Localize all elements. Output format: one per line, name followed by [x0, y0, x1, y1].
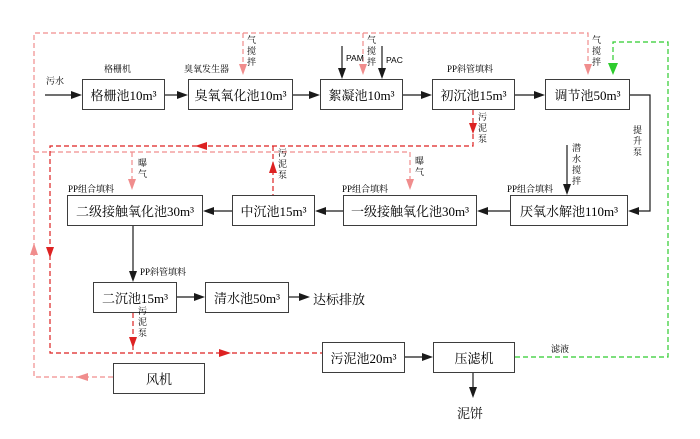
node-sludge-tank [322, 342, 405, 373]
node-filter-press-label: 压滤机 [454, 351, 494, 366]
label-sludge-cake: 泥饼 [457, 406, 484, 421]
label-influent: 污水 [46, 76, 65, 86]
node-secondary-sedimentation-label: 二沉池15m³ [101, 291, 168, 306]
node-anaerobic-hydrolysis-tank [510, 195, 628, 226]
label-pp-composite-anaerobic: PP组合填料 [507, 184, 554, 194]
sludge-lines [50, 110, 473, 353]
node-secondary-contact-label: 二级接触氧化池30m³ [75, 204, 194, 219]
label-sludge-pump-middlesed: 污泥泵 [277, 148, 287, 181]
label-discharge: 达标排放 [313, 292, 366, 307]
label-aeration-primary: 曝气 [414, 156, 424, 178]
node-grille-tank-label: 格栅池10m³ [90, 88, 157, 103]
label-filtrate: 滤液 [551, 344, 570, 354]
label-air-mixing-floc: 气搅拌 [366, 35, 376, 68]
label-sludge-pump-primarysed: 污泥泵 [477, 112, 487, 145]
node-filter-press [433, 342, 515, 373]
node-grille-tank [82, 79, 165, 110]
label-pam: PAM [346, 53, 364, 63]
node-fan [113, 363, 205, 394]
label-pac: PAC [386, 55, 403, 65]
label-air-mixing-regulating: 气搅拌 [591, 35, 601, 68]
node-fan-label: 风机 [145, 372, 172, 387]
label-air-mixing-ozone: 气搅拌 [246, 35, 256, 68]
filtrate-arrowheads [608, 63, 618, 75]
node-primary-contact-label: 一级接触氧化池30m³ [350, 204, 469, 219]
node-middle-sedimentation-tank [232, 195, 315, 226]
label-pp-composite-secondary: PP组合填料 [68, 184, 115, 194]
node-primary-contact-oxidation-tank [343, 195, 477, 226]
node-clean-water-tank [205, 282, 289, 313]
node-sludge-tank-label: 污泥池20m³ [330, 351, 397, 366]
label-sludge-pump-secondarysed: 污泥泵 [137, 306, 147, 339]
node-ozone-tank-label: 臭氧氧化池10m³ [194, 88, 287, 103]
label-aeration-secondary: 曝气 [137, 158, 147, 180]
label-submersible-mixer: 潜水搅拌 [571, 143, 581, 187]
label-pp-inclined-tube-primarysed: PP斜管填料 [447, 64, 494, 74]
node-clean-water-label: 清水池50m³ [213, 291, 280, 306]
node-regulating-tank-label: 调节池50m³ [554, 88, 621, 103]
node-secondary-contact-oxidation-tank [67, 195, 203, 226]
node-anaerobic-hydrolysis-label: 厌氧水解池110m³ [519, 204, 619, 219]
sludge-arrowheads [46, 123, 477, 357]
sludge-main-line [50, 110, 473, 353]
node-primary-sedimentation-label: 初沉池15m³ [440, 88, 507, 103]
label-pp-inclined-tube-secondarysed: PP斜管填料 [140, 267, 187, 277]
air-aeration-header [34, 152, 410, 185]
label-lift-pump: 提升泵 [632, 125, 642, 158]
label-pp-composite-primary: PP组合填料 [342, 184, 389, 194]
node-regulating-tank [545, 79, 630, 110]
label-grille-machine: 格栅机 [104, 64, 132, 74]
node-ozone-tank [188, 79, 293, 110]
node-flocculation-tank [320, 79, 403, 110]
node-secondary-sedimentation-tank [93, 282, 177, 313]
node-flocculation-tank-label: 絮凝池10m³ [328, 88, 395, 103]
label-ozone-generator: 臭氧发生器 [184, 64, 230, 74]
node-primary-sedimentation-tank [432, 79, 515, 110]
node-middle-sedimentation-label: 中沉池15m³ [240, 204, 307, 219]
